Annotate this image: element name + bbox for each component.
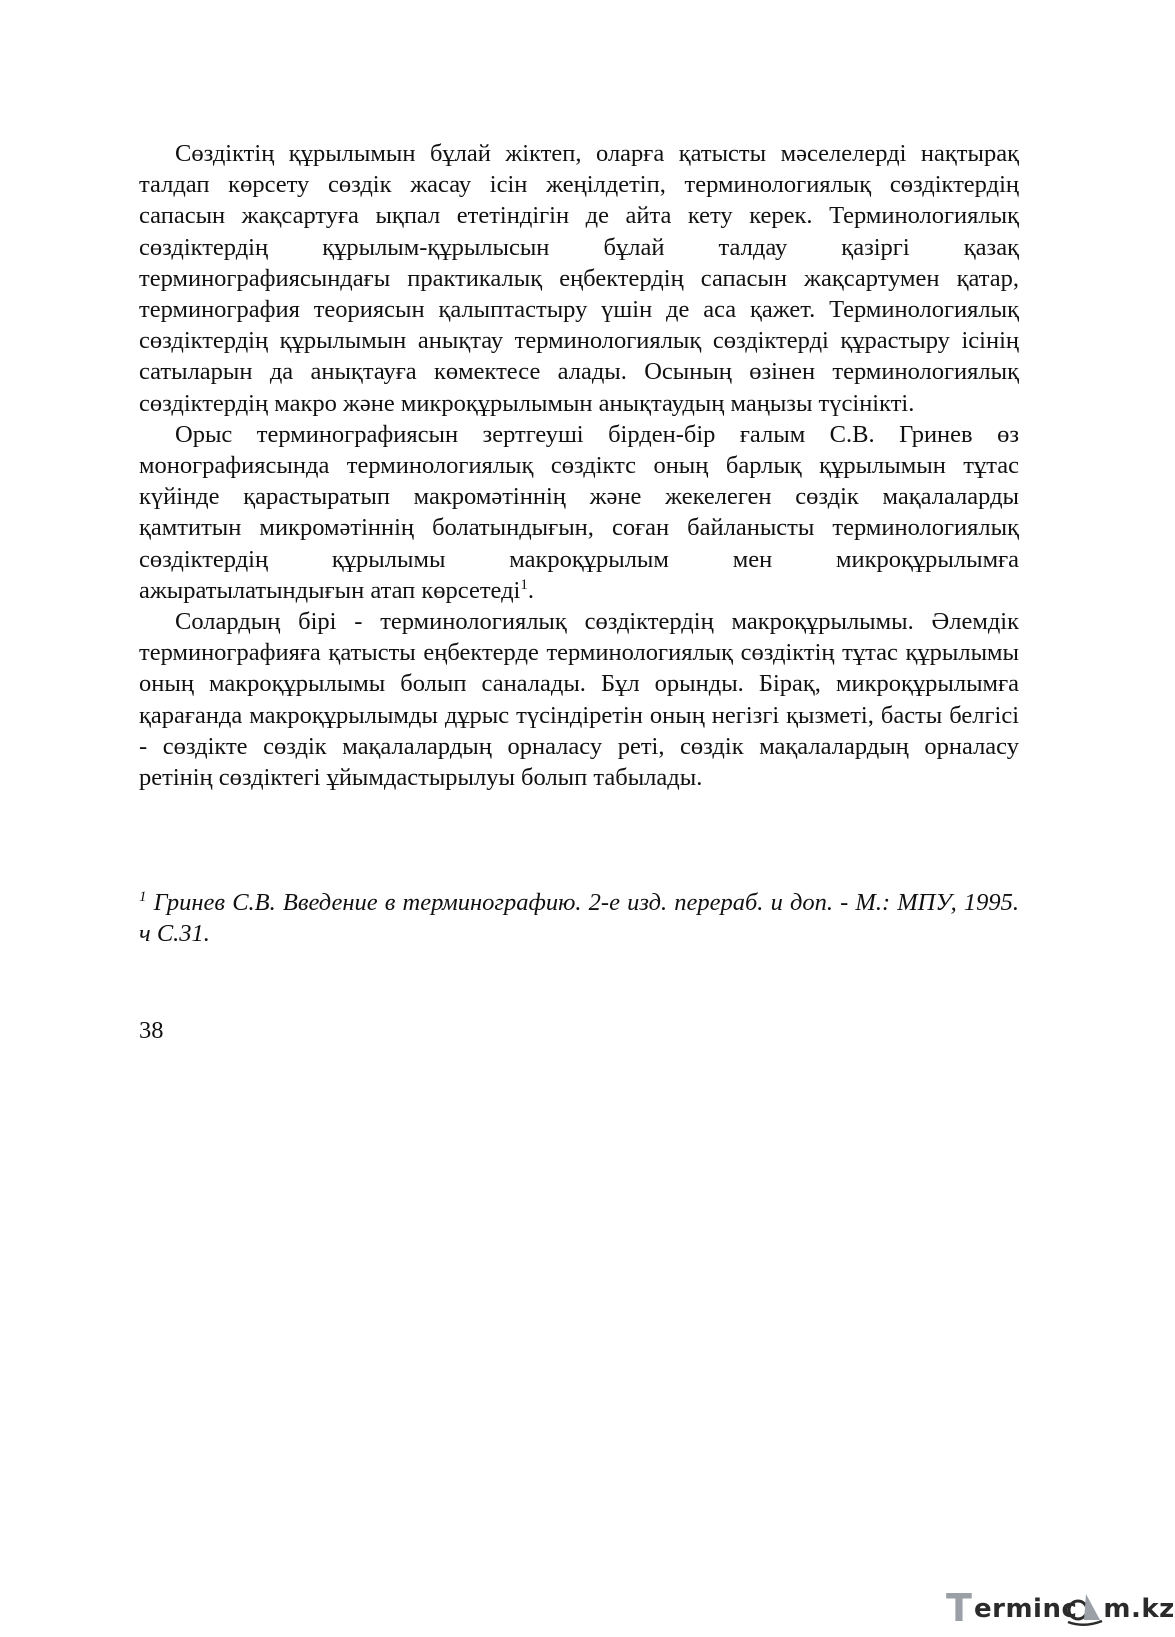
- footnote: [139, 887, 1019, 949]
- watermark-logo: [946, 1586, 1175, 1630]
- footnote-marker: 1: [139, 888, 147, 905]
- main-text: [139, 138, 1019, 793]
- watermark-text: erminc m.kz: [974, 1594, 1175, 1624]
- paragraph-3: Солардың бірі - терминологиялық сөздіктердің макроқұрылымы. Әлемдік терминографияға қатысты еңбектерде терминологиялық сөздіктің тұтас құрылымы оның макроқұрылымы болып саналады. Бұл орынды. Бірақ, микроқұрылымға қарағанда макроқұрылымды дұрыс түсіндіретін оның негізгі қызметі, басты белгісі - сөздікте сөздік мақалалардың орналасу реті, сөздік мақалалардың орналасу ретінің сөздіктегі ұйымдастырылуы болып табылады.: [139, 608, 1019, 792]
- paragraph-2: Орыс терминографиясын зертгеуші бірден-бір ғалым С.В. Гринев өз монографиясында терминологиялық сөздіктс оның барлық құрылымын тұтас күйінде қарастыратып макромәтіннің және жекелеген сөздік мақалаларды қамтитын микромәтіннің болатындығын, соған байланысты терминологиялық сөздіктердің құрылымы макроқұрылым мен микроқұрылымға ажыратылатындығын атап көрсетеді$^1$.: [139, 420, 1019, 604]
- footnote-text: Гринев С.В. Введение в терминографию. 2-е изд. перераб. и доп. - М.: МПУ, 1995. ч С.31.: [139, 889, 1019, 948]
- watermark-initial: T: [946, 1586, 972, 1630]
- footnote-reference[interactable]: 1: [520, 576, 528, 593]
- sail-icon: [1064, 1590, 1104, 1626]
- paragraph-1: Сөздіктің құрылымын бұлай жіктеп, оларға қатысты мәселелерді нақтырақ талдап көрсету сөздік жасау ісін жеңілдетіп, терминологиялық сөздіктердің сапасын жақсартуға ықпал ететіндігін де айта кету керек. Терминологиялық сөздіктердің құрылым-құрылысын бұлай талдау қазіргі қазақ терминографиясындағы практикалық еңбектердің сапасын жақсартумен қатар, терминография теориясын қалыптастыру үшін де аса қажет. Терминологиялық сөздіктердің құрылымын анықтау терминологиялық сөздіктерді құрастыру ісінің сатыларын да анықтауға көмектесе алады. Осының өзінен терминологиялық сөздіктердің макро және микроқұрылымын анықтаудың маңызы түсінікті.: [139, 140, 1019, 417]
- page-number: 38: [139, 1017, 164, 1044]
